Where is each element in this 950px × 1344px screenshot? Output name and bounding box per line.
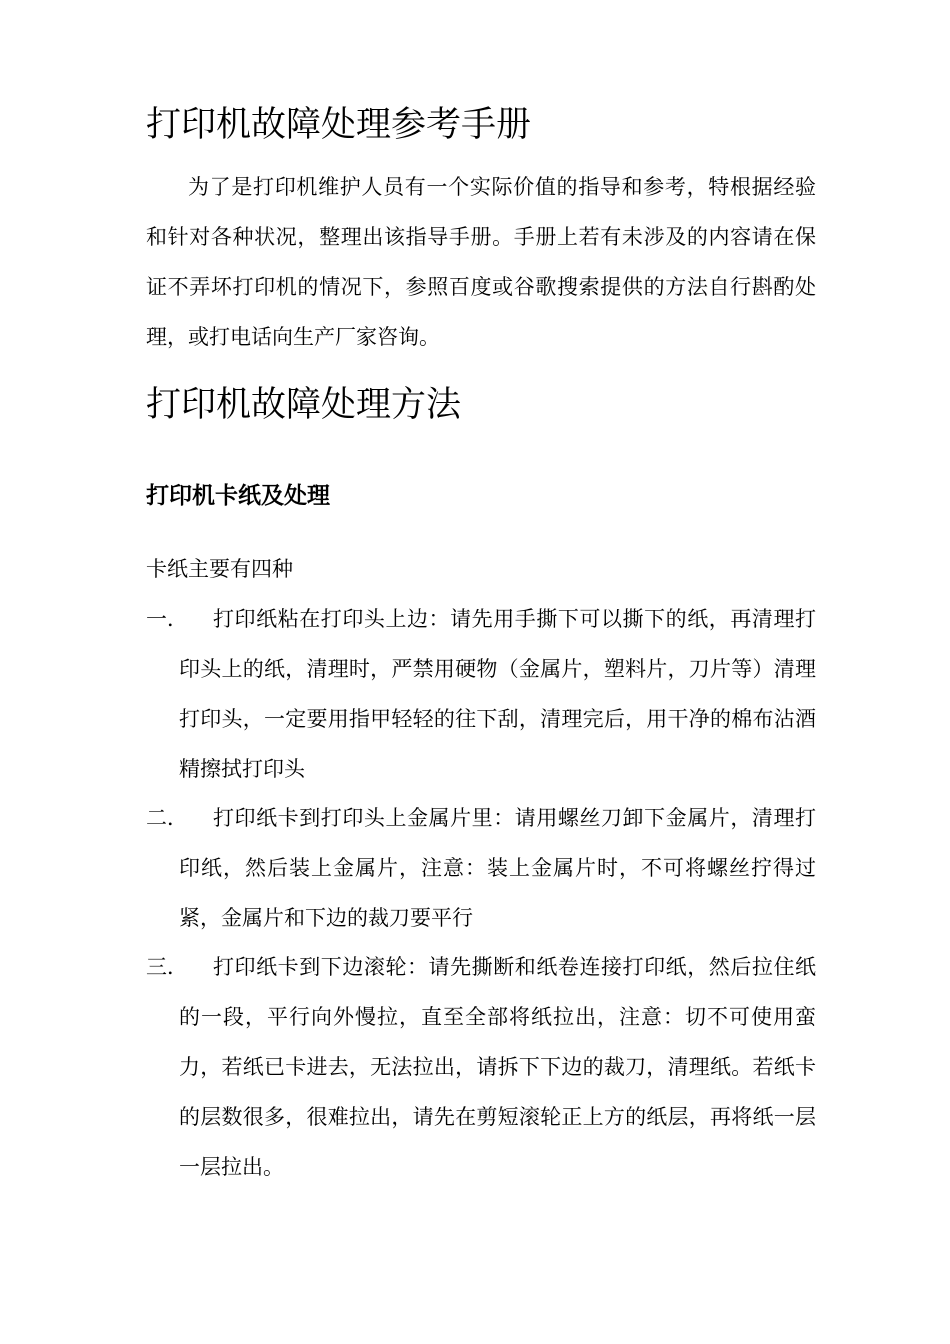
subsection-title: 打印机卡纸及处理	[146, 483, 330, 509]
document-title: 打印机故障处理参考手册	[146, 105, 532, 145]
lead-text: 卡纸主要有四种	[146, 557, 293, 581]
intro-paragraph: 为了是打印机维护人员有一个实际价值的指导和参考，特根据经验和针对各种状况，整理出该指导手册。手册上若有未涉及的内容请在保证不弄坏打印机的情况下，参照百度或谷歌搜索提供的方法自行斟酌处理，或打电话向生产厂家咨询。	[146, 175, 816, 349]
list-item-text: 打印纸粘在打印头上边：请先用手撕下可以撕下的纸，再清理打印头上的纸，清理时，严禁用硬物（金属片，塑料片，刀片等）清理打印头，一定要用指甲轻轻的往下刮，清理完后，用干净的棉布沾酒精擦拭打印头	[179, 607, 816, 781]
section-title: 打印机故障处理方法	[146, 385, 462, 425]
list-item	[146, 594, 816, 794]
list-item-number: 三．	[146, 955, 188, 979]
list-item	[146, 793, 816, 943]
list-item-number: 二．	[146, 806, 188, 830]
list-item	[146, 942, 816, 1192]
list-item-number: 一．	[146, 607, 188, 631]
list-item-text: 打印纸卡到打印头上金属片里：请用螺丝刀卸下金属片，清理打印纸，然后装上金属片，注意：装上金属片时，不可将螺丝拧得过紧，金属片和下边的裁刀要平行	[179, 806, 816, 930]
list-item-text: 打印纸卡到下边滚轮：请先撕断和纸卷连接打印纸，然后拉住纸的一段，平行向外慢拉，直至全部将纸拉出，注意：切不可使用蛮力，若纸已卡进去，无法拉出，请拆下下边的裁刀，清理纸。若纸卡的层数很多，很难拉出，请先在剪短滚轮正上方的纸层，再将纸一层一层拉出。	[179, 955, 816, 1179]
